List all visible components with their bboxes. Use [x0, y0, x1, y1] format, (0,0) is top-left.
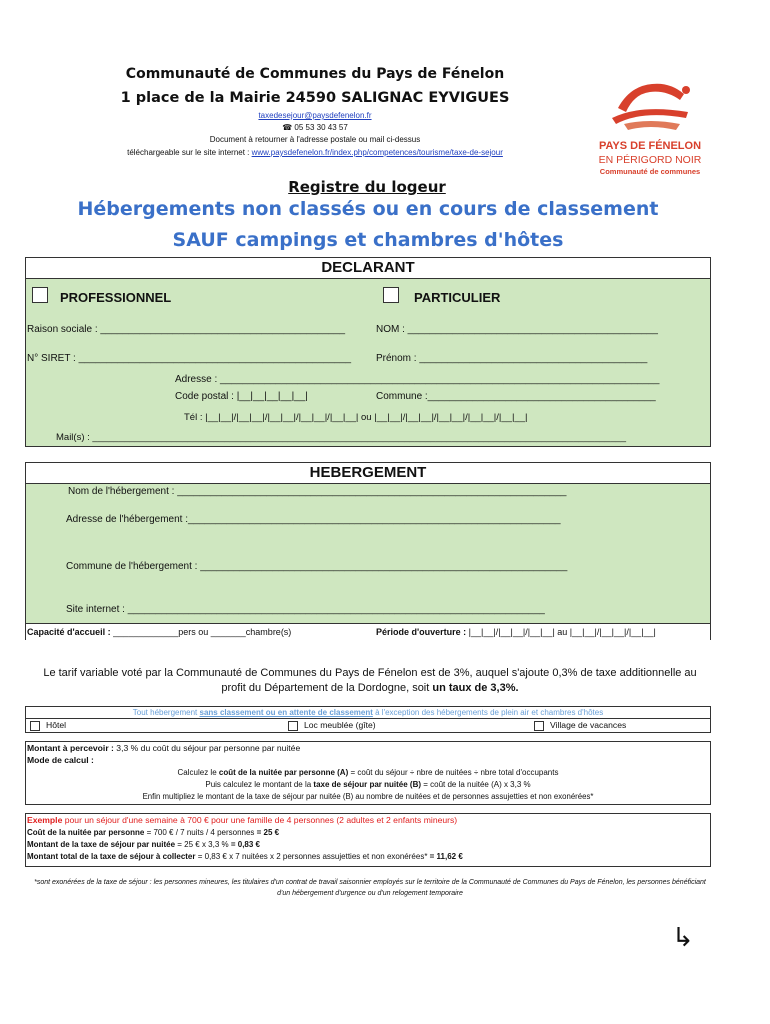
exemple-intro: Exemple pour un séjour d'une semaine à 700 € pour une famille de 4 personnes (2 adultes et 2 enfants mineurs) — [27, 815, 458, 825]
calc-step-1: Calculez le coût de la nuitée par personne (A) = coût du séjour ÷ nbre de nuitées ÷ nbre total d'occupants — [177, 768, 559, 777]
footnote: *sont exonérées de la taxe de séjour : les personnes mineures, les titulaires d'un contrat de travail saisonnier employés sur le territoire de la Communauté de Communes du Pays de Fénelon, les personnes bénéficiant d'un hébergement d'urgence ou d'un relogement temporaire — [34, 879, 706, 897]
site-internet-field[interactable]: Site internet : ___________________________________________________________________________ — [66, 604, 545, 615]
exemple-section — [25, 813, 711, 867]
return-note: Document à retourner à l'adresse postale ou mail ci-dessus — [209, 135, 421, 144]
calc-step-2: Puis calculez le montant de la taxe de séjour par nuitée (B) = coût de la nuitée (A) x 3,3 % — [205, 780, 531, 789]
prenom-field[interactable]: Prénom : _________________________________________ — [376, 353, 648, 364]
capacity-row — [26, 623, 710, 640]
declarant-section — [25, 257, 711, 447]
calc-step-3: Enfin multipliez le montant de la taxe de séjour par nuitée (B) au nombre de nuitées et de personnes assujetties et non exonérées* — [142, 792, 594, 801]
logo-line1: PAYS DE FÉNELON — [598, 140, 702, 152]
website-link[interactable]: www.paysdefenelon.fr/index.php/competences/tourisme/taxe-de-sejour — [251, 148, 503, 157]
phone: ☎ 05 53 30 43 57 — [282, 123, 348, 132]
meublee-option[interactable]: Loc meublée (gîte) — [288, 720, 376, 731]
commune-field[interactable]: Commune :_________________________________________ — [376, 391, 656, 402]
exemple-line-1: Coût de la nuitée par personne = 700 € / 7 nuits / 4 personnes = 25 € — [27, 828, 280, 837]
logo-line3: Communauté de communes — [599, 167, 701, 176]
adresse-field[interactable]: Adresse : _______________________________________________________________________________ — [175, 374, 660, 385]
capacite-field[interactable]: Capacité d'accueil : _____________pers ou _______chambre(s) — [27, 627, 292, 637]
village-checkbox[interactable] — [534, 721, 544, 731]
adresse-hebergement-field[interactable]: Adresse de l'hébergement :___________________________________________________________________ — [66, 514, 561, 525]
nom-field[interactable]: NOM : _____________________________________________ — [376, 324, 658, 335]
nom-hebergement-field[interactable]: Nom de l'hébergement : ______________________________________________________________________ — [68, 486, 567, 497]
code-postal-field[interactable]: Code postal : |__|__|__|__|__| — [175, 391, 308, 402]
hebergement-section — [25, 462, 711, 640]
hotel-option[interactable]: Hôtel — [30, 720, 66, 731]
siret-field[interactable]: N° SIRET : _________________________________________________ — [27, 353, 352, 364]
montant-line: Montant à percevoir : 3,3 % du coût du séjour par personne par nuitée — [27, 743, 301, 753]
main-title: Hébergements non classés ou en cours de classement — [77, 198, 659, 220]
register-title: Registre du logeur — [288, 178, 446, 196]
professionnel-label: PROFESSIONNEL — [60, 290, 172, 305]
sub-title: SAUF campings et chambres d'hôtes — [172, 229, 564, 251]
meublee-checkbox[interactable] — [288, 721, 298, 731]
logo-line2: EN PÉRIGORD NOIR — [598, 154, 702, 166]
org-name: Communauté de Communes du Pays de Fénelon — [125, 66, 505, 82]
types-section — [25, 706, 711, 733]
declarant-header: DECLARANT — [26, 258, 710, 279]
mode-calcul: Mode de calcul : — [27, 755, 94, 765]
logo-mark-icon — [590, 78, 710, 140]
montant-section — [25, 741, 711, 805]
logo — [590, 78, 710, 178]
download-line: téléchargeable sur le site internet : www.paysdefenelon.fr/index.php/competences/tourisme/taxe-de-sejour — [127, 148, 503, 157]
particulier-checkbox[interactable] — [383, 287, 399, 303]
periode-field[interactable]: Période d'ouverture : |__|__|/|__|__|/|__|__| au |__|__|/|__|__|/|__|__| — [376, 627, 656, 637]
tel-field[interactable]: Tél : |__|__|/|__|__|/|__|__|/|__|__|/|__|__| ou |__|__|/|__|__|/|__|__|/|__|__|/|__|__| — [184, 412, 528, 423]
exemple-line-3: Montant total de la taxe de séjour à collecter = 0,83 € x 7 nuitées x 2 personnes assujetties et non exonérées* = 11,62 € — [27, 852, 463, 861]
types-header: Tout hébergement sans classement ou en attente de classement à l'exception des hébergements de plein air et chambres d'hôtes — [132, 708, 604, 717]
village-option[interactable]: Village de vacances — [534, 720, 626, 731]
email-link[interactable]: taxedesejour@paysdefenelon.fr — [258, 111, 372, 120]
exemple-line-2: Montant de la taxe de séjour par nuitée = 25 € x 3,3 % = 0,83 € — [27, 840, 260, 849]
particulier-label: PARTICULIER — [414, 290, 501, 305]
next-page-arrow-icon[interactable]: ↳ — [672, 922, 694, 952]
hotel-checkbox[interactable] — [30, 721, 40, 731]
raison-sociale-field[interactable]: Raison sociale : ____________________________________________ — [27, 324, 346, 335]
mail-field[interactable]: Mail(s) : _____________________________________________________________________________________________________ — [56, 432, 627, 443]
tarif-paragraph: Le tarif variable voté par la Communauté de Communes du Pays de Fénelon est de 3%, auquel s'ajoute 0,3% de taxe additionnelle au profit du Département de la Dordogne, soit un taux de 3,3%. — [43, 667, 697, 694]
professionnel-checkbox[interactable] — [32, 287, 48, 303]
hebergement-header: HEBERGEMENT — [26, 463, 710, 484]
org-address: 1 place de la Mairie 24590 SALIGNAC EYVIGUES — [120, 90, 510, 106]
commune-hebergement-field[interactable]: Commune de l'hébergement : __________________________________________________________________ — [66, 561, 568, 572]
